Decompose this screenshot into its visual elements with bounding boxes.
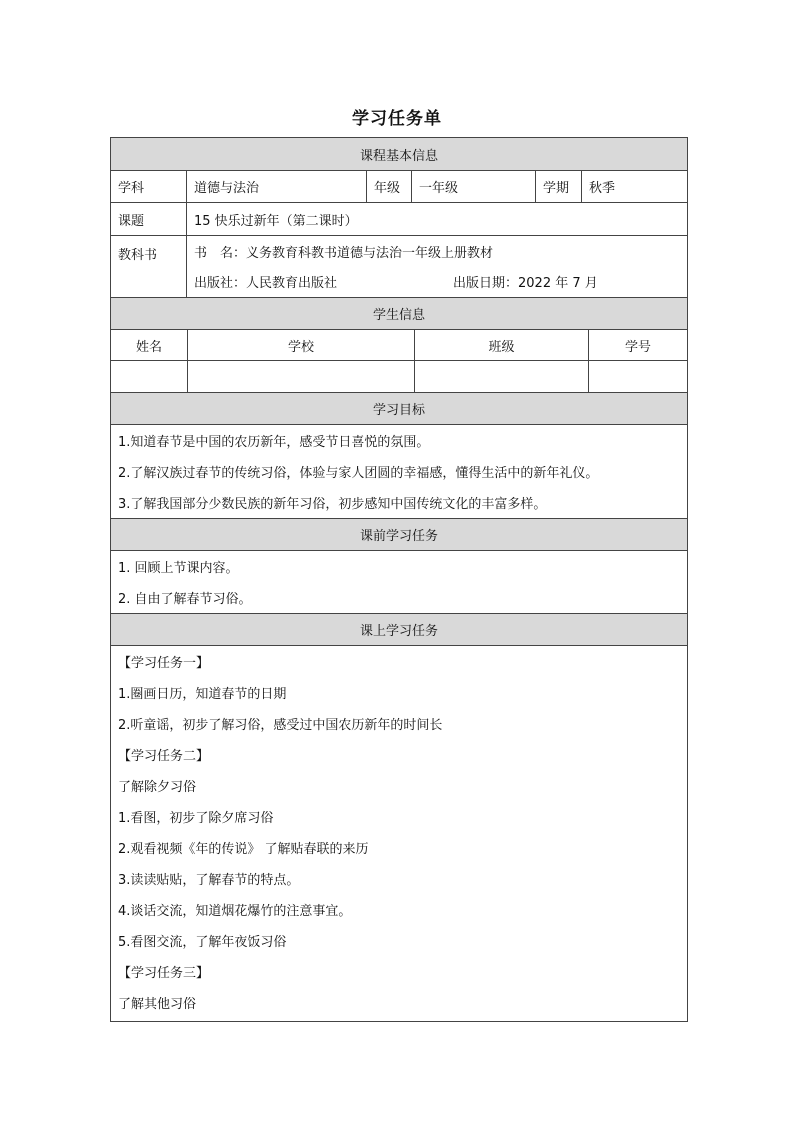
pre-class-item: 2. 自由了解春节习俗。 xyxy=(118,592,252,607)
goals-body xyxy=(111,424,687,518)
student-school-field[interactable] xyxy=(187,361,414,392)
term-value: 秋季 xyxy=(581,171,687,202)
topic-label: 课题 xyxy=(118,213,145,229)
task-heading: 【学习任务一】 xyxy=(118,656,210,671)
goals-header-label: 学习目标 xyxy=(372,403,425,418)
topic-value: 15 快乐过新年（第二课时） xyxy=(186,203,687,235)
task-line: 4.谈话交流，知道烟花爆竹的注意事宜。 xyxy=(118,904,352,919)
publication-date: 出版日期：2022 年 7 月 xyxy=(453,276,598,292)
task-line: 1.圈画日历，知道春节的日期 xyxy=(118,687,287,702)
course-basic-row xyxy=(111,170,687,202)
course-info-header xyxy=(111,138,687,170)
task-line: 了解其他习俗 xyxy=(118,997,197,1012)
task-line: 了解除夕习俗 xyxy=(118,780,197,795)
subject-label: 学科 xyxy=(118,181,145,196)
topic-row xyxy=(111,202,687,235)
book-name: 书 名：义务教育科教书道德与法治一年级上册教材 xyxy=(194,245,494,261)
task-line: 2.观看视频《年的传说》 了解贴春联的来历 xyxy=(118,842,369,857)
pre-class-header-label: 课前学习任务 xyxy=(359,529,438,544)
student-school-header: 学校 xyxy=(187,330,414,360)
student-class-header: 班级 xyxy=(414,330,588,360)
goal-item: 1.知道春节是中国的农历新年，感受节日喜悦的氛围。 xyxy=(118,435,430,450)
student-info-header-label: 学生信息 xyxy=(372,308,425,323)
task-heading: 【学习任务二】 xyxy=(118,749,210,764)
publisher-line xyxy=(194,267,680,298)
student-info-header xyxy=(111,297,687,329)
task-line: 3.读读贴贴，了解春节的特点。 xyxy=(118,873,300,888)
student-input-row xyxy=(111,360,687,392)
student-name-header: 姓名 xyxy=(135,339,162,355)
page-title: 学习任务单 xyxy=(352,109,442,129)
publisher: 出版社：人民教育出版社 xyxy=(194,276,338,292)
task-line: 5.看图交流，了解年夜饭习俗 xyxy=(118,935,287,950)
pre-class-item: 1. 回顾上节课内容。 xyxy=(118,561,239,576)
task-line: 1.看图，初步了除夕席习俗 xyxy=(118,811,274,826)
in-class-body xyxy=(111,645,687,1021)
student-id-field[interactable] xyxy=(588,361,687,392)
pre-class-header xyxy=(111,518,687,550)
task-heading: 【学习任务三】 xyxy=(118,966,210,981)
textbook-label: 教科书 xyxy=(118,248,158,263)
term-label: 学期 xyxy=(535,171,581,202)
grade-value: 一年级 xyxy=(411,171,535,202)
pre-class-body xyxy=(111,550,687,613)
goal-item: 3.了解我国部分少数民族的新年习俗，初步感知中国传统文化的丰富多样。 xyxy=(118,497,547,512)
subject-value: 道德与法治 xyxy=(186,171,366,202)
goal-item: 2.了解汉族过春节的传统习俗，体验与家人团圆的幸福感，懂得生活中的新年礼仪。 xyxy=(118,466,599,481)
textbook-row xyxy=(111,235,687,297)
student-name-field[interactable] xyxy=(111,361,187,392)
student-class-field[interactable] xyxy=(414,361,588,392)
student-columns-row xyxy=(111,329,687,360)
task-line: 2.听童谣，初步了解习俗，感受过中国农历新年的时间长 xyxy=(118,718,443,733)
in-class-header xyxy=(111,613,687,645)
task-sheet-table xyxy=(110,137,688,1022)
goals-header xyxy=(111,392,687,424)
in-class-header-label: 课上学习任务 xyxy=(359,624,438,639)
grade-label: 年级 xyxy=(366,171,411,202)
student-id-header: 学号 xyxy=(588,330,687,360)
textbook-details xyxy=(186,236,687,297)
course-info-header-label: 课程基本信息 xyxy=(359,148,438,164)
